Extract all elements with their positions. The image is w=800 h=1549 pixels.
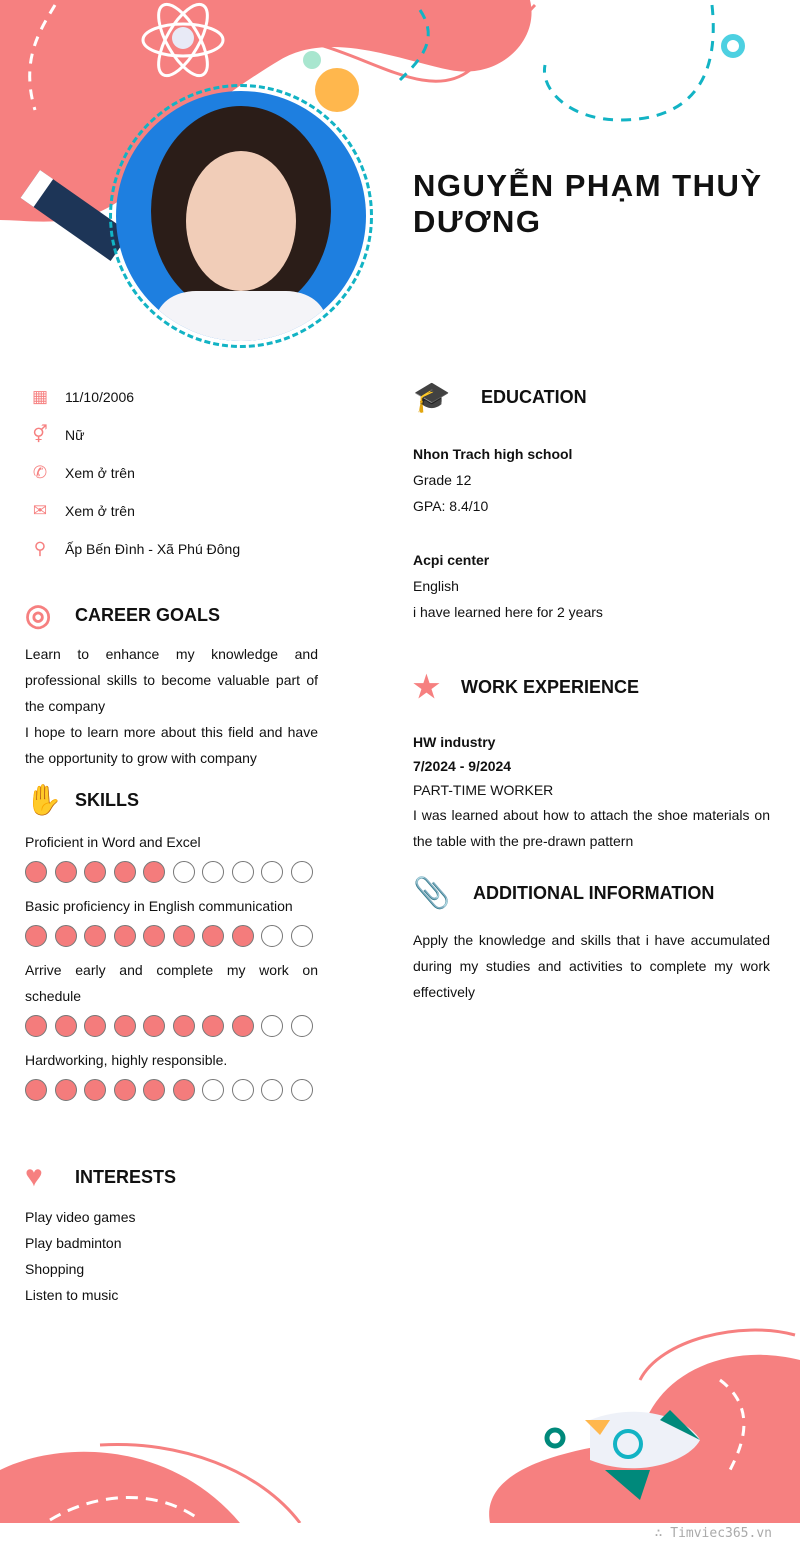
work-description: I was learned about how to attach the shoe materials on the table with the pre-drawn pattern [413,807,770,849]
candidate-name: NGUYỄN PHẠM THUỲ DƯƠNG [413,168,763,239]
address-value: Ấp Bến Đình - Xã Phú Đông [65,541,241,557]
rating-dot-empty [202,861,224,883]
rating-dot-filled [232,1015,254,1037]
rating-dot-empty [291,861,313,883]
rating-dot-filled [84,925,106,947]
section-title: ADDITIONAL INFORMATION [473,883,715,903]
rating-dot-filled [114,861,136,883]
career-goals-heading [25,598,220,633]
education-detail: Grade 12 [413,472,472,488]
rating-dot-filled [55,861,77,883]
footer-decoration [0,1320,800,1523]
rating-dot-filled [143,925,165,947]
work-entry [413,730,770,854]
contact-birthdate [30,386,134,408]
footer-brand: ∴ Timviec365.vn [654,1526,772,1541]
photo-ring [109,84,373,348]
rating-dot-filled [202,925,224,947]
interest-item: Shopping [25,1261,85,1277]
rating-dot-empty [232,861,254,883]
graduation-cap-icon: 🎓 [413,381,451,414]
rating-dot-filled [25,861,47,883]
rating-dot-filled [114,1079,136,1101]
career-goals-text [25,641,318,771]
rating-dot-filled [84,1015,106,1037]
rating-dot-filled [84,861,106,883]
rating-dot-filled [173,1015,195,1037]
star-icon: ★ [413,671,440,704]
contact-gender [30,424,84,446]
hand-icon: ✋ [25,784,63,817]
gender-value: Nữ [65,427,85,443]
section-title: CAREER GOALS [75,605,221,625]
education-detail: GPA: 8.4/10 [413,498,489,514]
skill-name: Proficient in Word and Excel [25,834,201,850]
skill-name: Arrive early and complete my work on schedule [25,962,318,1004]
section-title: INTERESTS [75,1166,177,1187]
rating-dot-filled [143,861,165,883]
education-heading [413,380,587,415]
education-detail: English [413,578,459,594]
phone-value: Xem ở trên [65,465,135,481]
skill-rating [25,925,318,947]
lightbulb-icon [303,51,359,112]
goal-line: I hope to learn more about this field and have the opportunity to grow with company [25,724,318,766]
work-heading [413,670,639,705]
contact-address [30,538,240,560]
rating-dot-empty [202,1079,224,1101]
rating-dot-empty [261,925,283,947]
work-position: PART-TIME WORKER [413,782,554,798]
interests-heading [25,1160,176,1194]
rating-dot-filled [25,1015,47,1037]
phone-icon: ✆ [32,463,48,482]
skills-list [25,829,318,1111]
rating-dot-filled [114,1015,136,1037]
skill-rating [25,1079,318,1101]
rating-dot-empty [173,861,195,883]
rating-dot-filled [173,925,195,947]
interest-item: Play badminton [25,1235,122,1251]
interest-item: Play video games [25,1209,136,1225]
skill-rating [25,861,318,883]
rating-dot-filled [232,925,254,947]
rating-dot-empty [261,1079,283,1101]
section-title: WORK EXPERIENCE [461,677,640,697]
education-entry [413,547,603,625]
rating-dot-filled [143,1015,165,1037]
skill-name: Hardworking, highly responsible. [25,1052,228,1068]
skills-heading [25,783,139,818]
rating-dot-filled [84,1079,106,1101]
rating-dot-empty [261,861,283,883]
contact-phone [30,462,135,484]
location-icon: ⚲ [33,539,47,558]
rating-dot-filled [114,925,136,947]
rating-dot-empty [261,1015,283,1037]
skill-name: Basic proficiency in English communication [25,898,293,914]
section-title: SKILLS [75,790,140,810]
education-detail: i have learned here for 2 years [413,604,603,620]
rating-dot-filled [55,925,77,947]
school-name: Nhon Trach high school [413,446,573,462]
target-icon: ◎ [25,599,52,632]
gender-icon: ⚥ [32,425,48,444]
rating-dot-filled [173,1079,195,1101]
rating-dot-empty [291,1015,313,1037]
rating-dot-empty [232,1079,254,1101]
goal-line: Learn to enhance my knowledge and professional skills to become valuable part of the company [25,646,318,714]
company-name: HW industry [413,734,496,750]
rating-dot-filled [143,1079,165,1101]
rating-dot-filled [202,1015,224,1037]
interest-item: Listen to music [25,1287,119,1303]
rating-dot-filled [25,925,47,947]
contact-email [30,500,135,522]
rating-dot-filled [25,1079,47,1101]
rating-dot-empty [291,1079,313,1101]
heart-icon: ♥ [25,1160,43,1193]
email-value: Xem ở trên [65,503,135,519]
birthdate-value: 11/10/2006 [65,389,135,405]
interests-list [25,1204,136,1308]
paperclip-icon: 📎 [413,877,451,910]
section-title: EDUCATION [481,387,587,407]
additional-text: Apply the knowledge and skills that i have accumulated during my studies and activities to complete my work effectively [413,932,770,1000]
rating-dot-filled [55,1079,77,1101]
education-entry [413,441,572,519]
rating-dot-empty [291,925,313,947]
email-icon: ✉ [32,501,48,520]
additional-heading [413,876,714,911]
school-name: Acpi center [413,552,490,568]
work-period: 7/2024 - 9/2024 [413,758,512,774]
rating-dot-filled [55,1015,77,1037]
calendar-icon: ▦ [31,387,49,406]
skill-rating [25,1015,318,1037]
